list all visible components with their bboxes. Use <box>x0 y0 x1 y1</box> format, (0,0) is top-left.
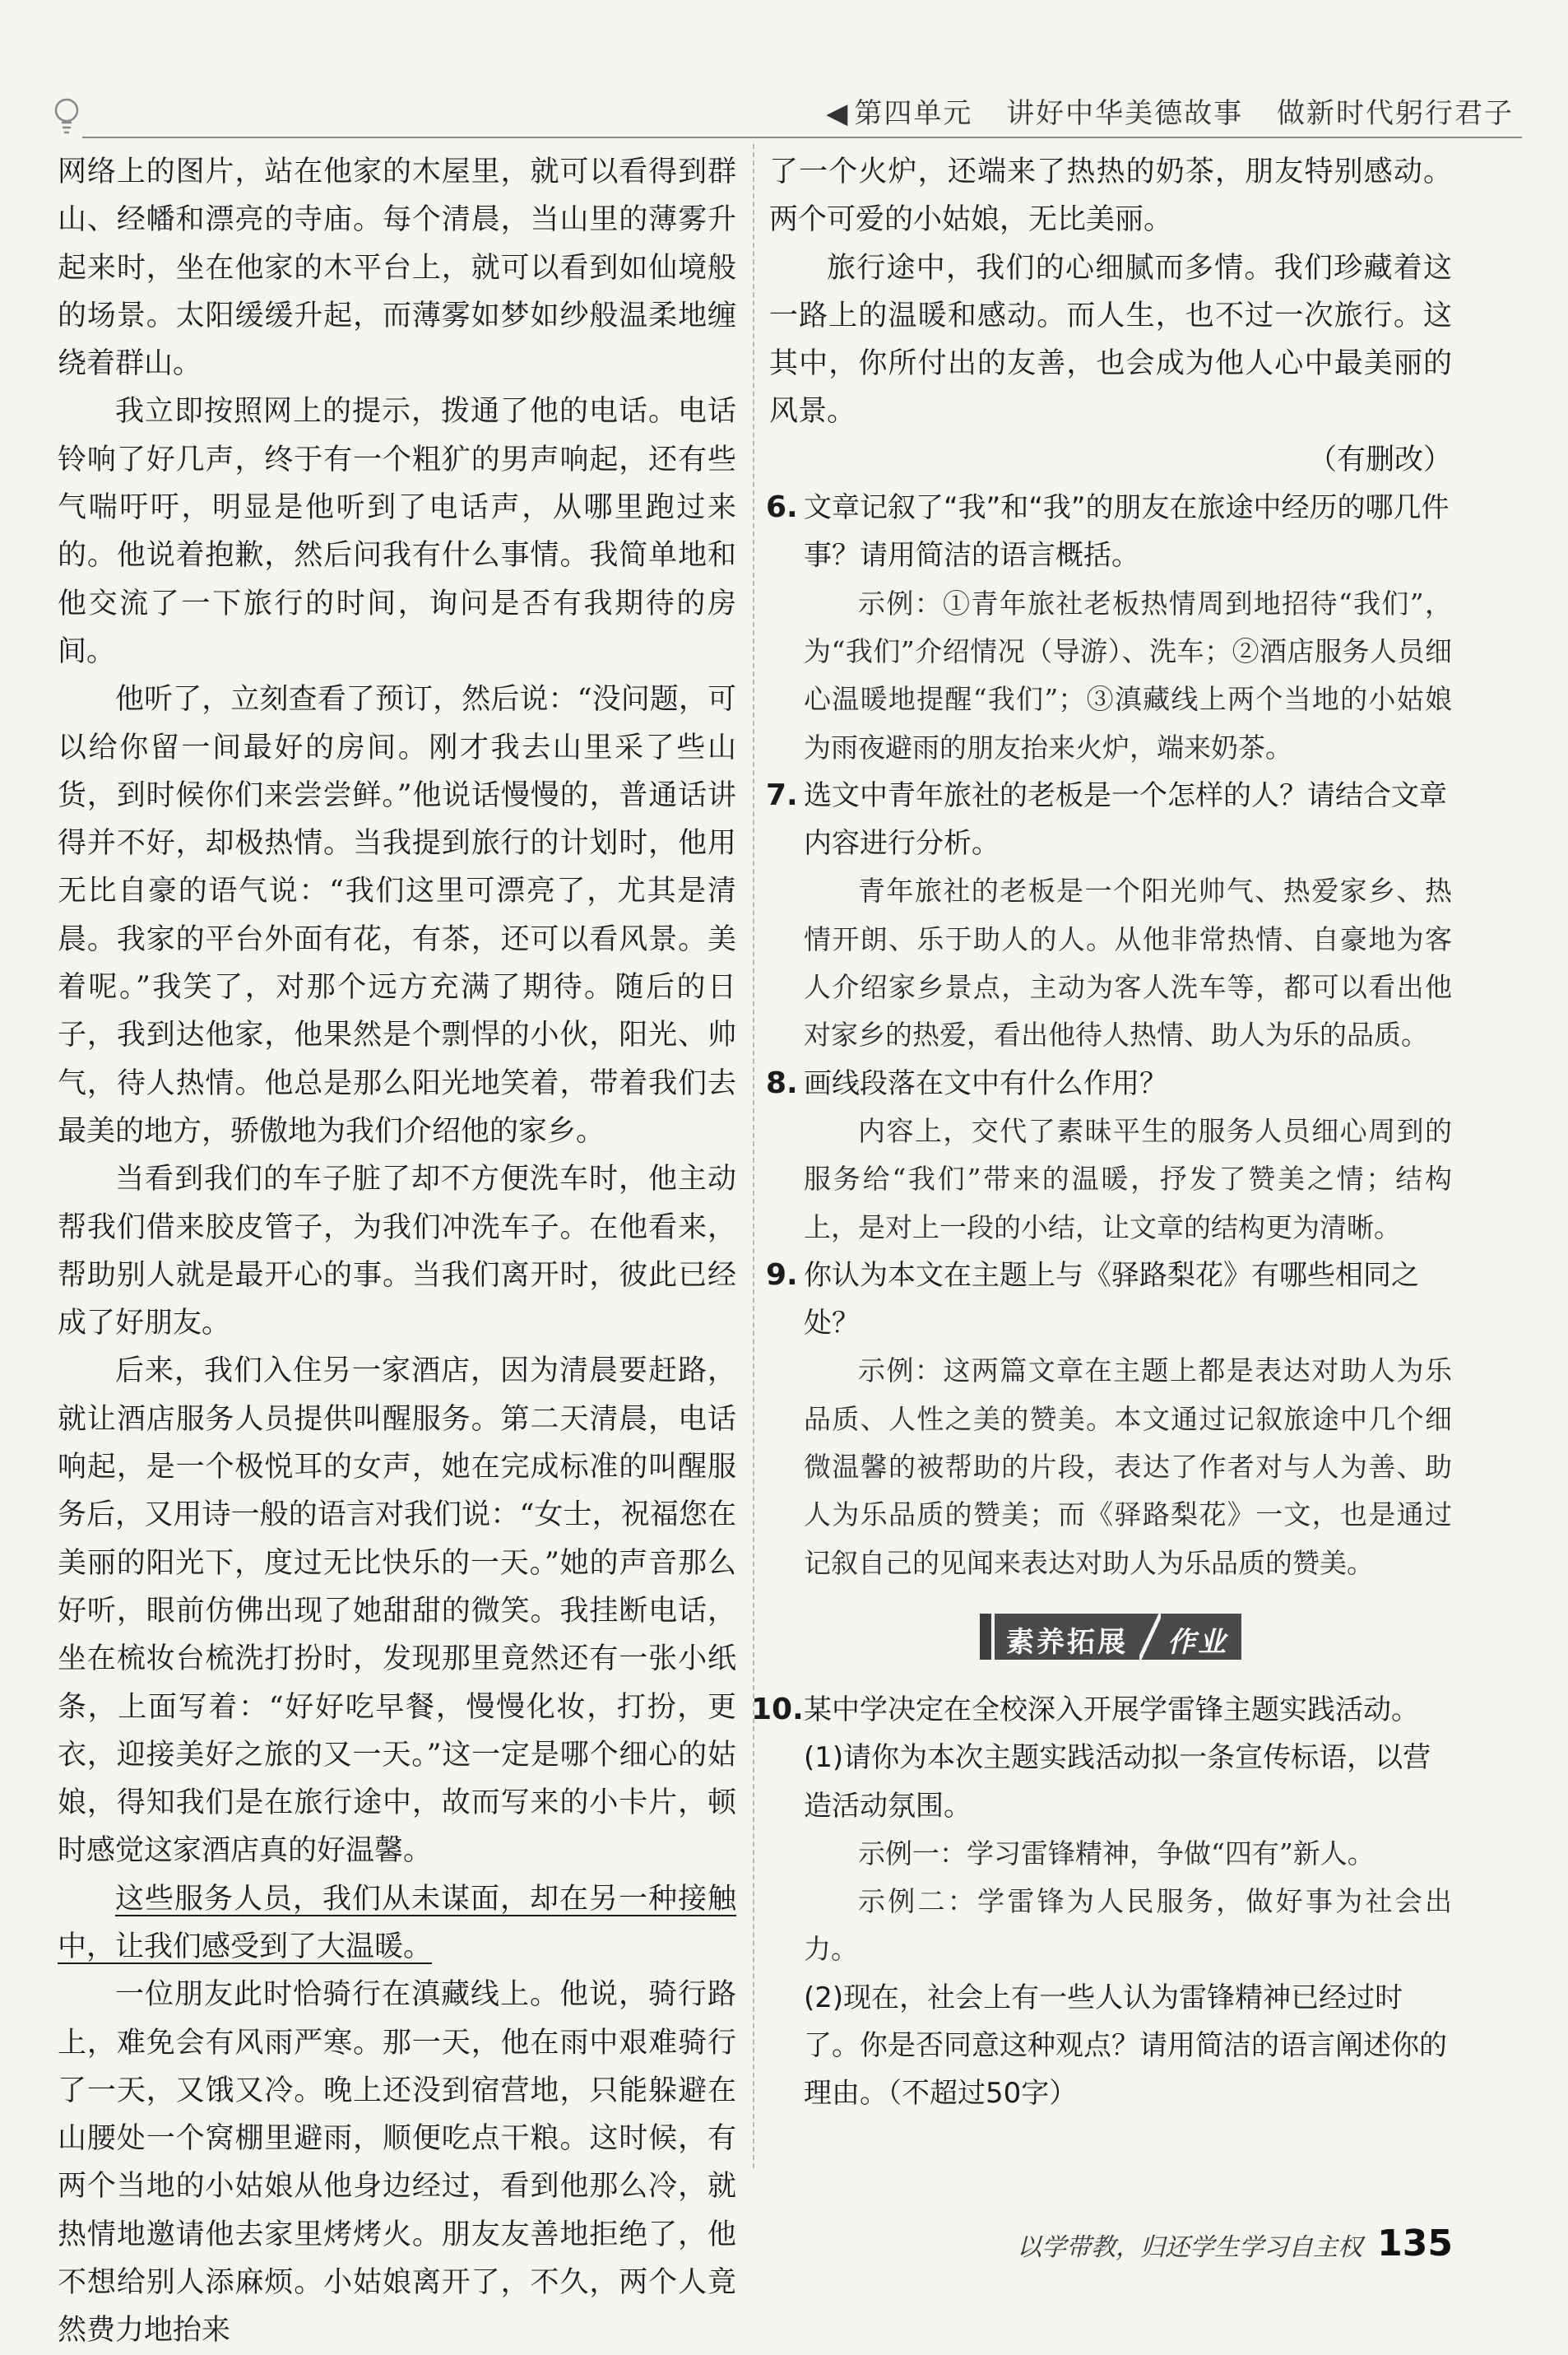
source-note: （有删改） <box>1307 443 1452 476</box>
question-text: 画线段落在文中有什么作用？ <box>804 1066 1167 1100</box>
page-header <box>49 79 1522 145</box>
answer-7: 青年旅社的老板是一个阳光帅气、热爱家乡、热情开朗、乐于助人的人。从他非常热情、自豪地为客人介绍家乡景点，主动为客人洗车等，都可以看出他对家乡的热爱，看出他待人热情、助人为乐的品质。 <box>804 875 1452 1052</box>
left-triangle-icon: ◀ <box>826 97 850 130</box>
story-paragraph: 网络上的图片，站在他家的木屋里，就可以看得到群山、经幡和漂亮的寺庙。每个清晨，当山里的薄雾升起来时，坐在他家的木平台上，就可以看到如仙境般的场景。太阳缓缓升起，而薄雾如梦如纱般温柔地缠绕着群山。 <box>58 156 736 381</box>
question-9 <box>766 1252 1452 1348</box>
banner-main-label: 素养拓展 <box>995 1614 1139 1660</box>
header-text <box>826 91 1514 131</box>
answer-8: 内容上，交代了素昧平生的服务人员细心周到的服务给“我们”带来的温暖，抒发了赞美之情；结构上，是对上一段的小结，让文章的结构更为清晰。 <box>804 1114 1452 1243</box>
question-6 <box>766 484 1452 580</box>
question-10 <box>751 1686 1452 1734</box>
story-paragraph: 当看到我们的车子脏了却不方便洗车时，他主动帮我们借来胶皮管子，为我们冲洗车子。在他看来，帮助别人就是最开心的事。当我们离开时，彼此已经成了好朋友。 <box>58 1163 736 1340</box>
example-1: 示例一：学习雷锋精神，争做“四有”新人。 <box>858 1837 1375 1870</box>
lightbulb-icon <box>49 94 84 138</box>
banner-slash <box>1139 1614 1161 1660</box>
banner-box <box>980 1614 1241 1660</box>
story-paragraph: 我立即按照网上的提示，拨通了他的电话。电话铃响了好几声，终于有一个粗犷的男声响起，还有些气喘吁吁，明显是他听到了电话声，从哪里跑过来的。他说着抱歉，然后问我有什么事情。我简单地和他交流了一下旅行的时间，询问是否有我期待的房间。 <box>58 395 736 668</box>
sub-question-2: (2)现在，社会上有一些人认为雷锋精神已经过时了。你是否同意这种观点？请用简洁的语言阐述你的理由。（不超过50字） <box>804 1981 1447 2111</box>
question-number: 6. <box>766 490 798 525</box>
underlined-paragraph: 这些服务人员，我们从未谋面，却在另一种接触中，让我们感受到了大温暖。 <box>58 1882 736 1963</box>
answer-9: 示例：这两篇文章在主题上都是表达对助人为乐品质、人性之美的赞美。本文通过记叙旅途中几个细微温馨的被帮助的片段，表达了作者对与人为善、助人为乐品质的赞美；而《驿路梨花》一文，也是通过记叙自己的见闻来表达对助人为乐品质的赞美。 <box>804 1354 1452 1579</box>
question-text: 文章记叙了“我”和“我”的朋友在旅途中经历的哪几件事？请用简洁的语言概括。 <box>804 491 1450 573</box>
banner-work-label: 作业 <box>1161 1614 1241 1660</box>
question-7 <box>766 772 1452 868</box>
section-banner <box>769 1587 1452 1686</box>
unit-label: 第四单元 <box>854 97 973 130</box>
right-column <box>751 148 1452 2118</box>
unit-title-a: 讲好中华美德故事 <box>1006 97 1244 130</box>
page-number: 135 <box>1377 2223 1453 2264</box>
story-paragraph: 他听了，立刻查看了预订，然后说：“没问题，可以给你留一间最好的房间。刚才我去山里采了些山货，到时候你们来尝尝鲜。”他说话慢慢的，普通话讲得并不好，却极热情。当我提到旅行的计划时，他用无比自豪的语气说：“我们这里可漂亮了，尤其是清晨。我家的平台外面有花，有茶，还可以看风景。美着呢。”我笑了，对那个远方充满了期待。随后的日子，我到达他家，他果然是个剽悍的小伙，阳光、帅气，待人热情。他总是那么阳光地笑着，带着我们去最美的地方，骄傲地为我们介绍他的家乡。 <box>58 683 736 1148</box>
question-number: 10. <box>751 1692 804 1726</box>
question-text: 你认为本文在主题上与《驿路梨花》有哪些相同之处？ <box>804 1258 1419 1340</box>
question-text: 某中学决定在全校深入开展学雷锋主题实践活动。 <box>804 1693 1419 1726</box>
footer-slogan: 以学带教，归还学生学习自主权 <box>1017 2233 1363 2262</box>
question-number: 9. <box>766 1257 798 1292</box>
column-divider <box>753 144 754 2168</box>
question-8 <box>766 1060 1452 1108</box>
question-text: 选文中青年旅社的老板是一个怎样的人？请结合文章内容进行分析。 <box>804 778 1447 861</box>
header-rule <box>82 137 1522 138</box>
question-number: 7. <box>766 778 798 812</box>
unit-title-b: 做新时代躬行君子 <box>1277 97 1514 130</box>
sub-question-1: (1)请你为本次主题实践活动拟一条宣传标语，以营造活动氛围。 <box>804 1741 1431 1823</box>
page-footer <box>1017 2223 1453 2264</box>
example-2: 示例二：学雷锋为人民服务，做好事为社会出力。 <box>804 1885 1452 1966</box>
banner-tab <box>980 1614 991 1660</box>
story-paragraph: 后来，我们入住另一家酒店，因为清晨要赶路，就让酒店服务人员提供叫醒服务。第二天清晨，电话响起，是一个极悦耳的女声，她在完成标准的叫醒服务后，又用诗一般的语言对我们说：“女士，祝福您在美丽的阳光下，度过无比快乐的一天。”她的声音那么好听，眼前仿佛出现了她甜甜的微笑。我挂断电话，坐在梳妆台梳洗打扮时，发现那里竟然还有一张小纸条，上面写着：“好好吃早餐，慢慢化妆，打扮，更衣，迎接美好之旅的又一天。”这一定是哪个细心的姑娘，得知我们是在旅行途中，故而写来的小卡片，顿时感觉这家酒店真的好温馨。 <box>58 1354 736 1868</box>
story-paragraph: 旅行途中，我们的心细腻而多情。我们珍藏着这一路上的温暖和感动。而人生，也不过一次旅行。这其中，你所付出的友善，也会成为他人心中最美丽的风景。 <box>769 251 1452 429</box>
question-number: 8. <box>766 1066 798 1100</box>
answer-6: 示例：①青年旅社老板热情周到地招待“我们”，为“我们”介绍情况（导游）、洗车；②酒店服务人员细心温暖地提醒“我们”；③滇藏线上两个当地的小姑娘为雨夜避雨的朋友抬来火炉，端来奶茶。 <box>804 587 1452 764</box>
story-paragraph: 一位朋友此时恰骑行在滇藏线上。他说，骑行路上，难免会有风雨严寒。那一天，他在雨中艰难骑行了一天，又饿又冷。晚上还没到宿营地，只能躲避在山腰处一个窝棚里避雨，顺便吃点干粮。这时候，有两个当地的小姑娘从他身边经过，看到他那么冷，就热情地邀请他去家里烤烤火。朋友友善地拒绝了，他不想给别人添麻烦。小姑娘离开了，不久，两个人竟然费力地抬来 <box>58 1978 736 2348</box>
story-paragraph: 了一个火炉，还端来了热热的奶茶，朋友特别感动。两个可爱的小姑娘，无比美丽。 <box>769 156 1452 237</box>
left-column <box>58 148 736 2355</box>
